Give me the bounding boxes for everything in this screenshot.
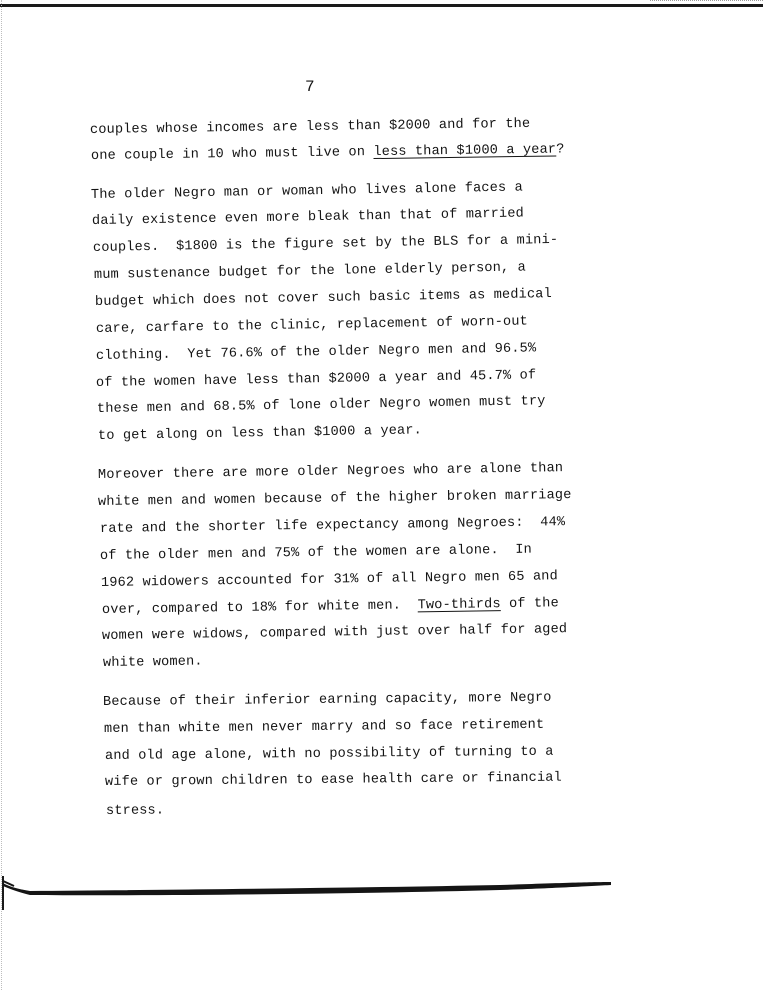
text-segment: men than white men never marry and so face retirement bbox=[103, 717, 545, 737]
text-segment: over, compared to 18% for white men. bbox=[101, 598, 418, 618]
text-line bbox=[100, 514, 565, 539]
text-line bbox=[105, 744, 554, 766]
text-line bbox=[104, 717, 544, 739]
text-segment: of the women have less than $2000 a year and 45.7% of bbox=[95, 368, 537, 391]
text-segment: clothing. Yet 76.6% of the older Negro men and 96.5% bbox=[95, 341, 537, 364]
text-segment: ? bbox=[556, 142, 565, 158]
text-segment: women were widows, compared with just over half for aged bbox=[101, 622, 568, 644]
underlined-text: Two-thirds bbox=[417, 597, 501, 614]
page-number: 7 bbox=[305, 78, 315, 96]
text-line bbox=[100, 542, 532, 566]
text-segment: couples whose incomes are less than $2000 and for the bbox=[89, 116, 531, 138]
text-segment: one couple in 10 who must live on bbox=[90, 145, 374, 164]
text-segment: these men and 68.5% of lone older Negro women must try bbox=[96, 394, 546, 417]
text-line bbox=[96, 313, 528, 339]
text-segment: white men and women because of the higher broken marriage bbox=[97, 487, 572, 510]
text-line bbox=[91, 179, 523, 205]
text-line bbox=[93, 232, 558, 258]
text-segment: mum sustenance budget for the lone elderly person, a bbox=[93, 260, 527, 283]
text-segment: to get along on less than $1000 a year. bbox=[97, 423, 423, 444]
text-segment: The older Negro man or woman who lives alone faces a bbox=[90, 180, 524, 203]
text-segment: daily existence even more bleak than that of married bbox=[91, 206, 525, 229]
bottom-border-rule bbox=[0, 862, 763, 922]
text-line bbox=[102, 621, 567, 646]
text-line bbox=[92, 205, 524, 231]
text-segment: of the older men and 75% of the women are alone. In bbox=[99, 542, 533, 564]
text-line bbox=[91, 141, 565, 166]
text-segment: of the bbox=[500, 596, 559, 613]
text-segment: care, carfare to the clinic, replacement of worn-out bbox=[95, 314, 529, 337]
text-segment: and old age alone, with no possibility of turning to a bbox=[104, 744, 554, 764]
text-line bbox=[102, 595, 559, 620]
text-segment: 1962 widowers accounted for 31% of all Negro men 65 and bbox=[100, 569, 558, 591]
text-line bbox=[90, 116, 531, 140]
text-segment: stress. bbox=[105, 803, 165, 819]
text-segment: budget which does not cover such basic items as medical bbox=[94, 287, 552, 310]
text-segment: rate and the shorter life expectancy among Negroes: 44% bbox=[99, 515, 566, 537]
text-line bbox=[103, 690, 552, 712]
text-line bbox=[98, 487, 572, 512]
text-line bbox=[95, 286, 552, 312]
text-segment: Because of their inferior earning capacity, more Negro bbox=[102, 690, 552, 710]
text-line bbox=[106, 802, 164, 821]
text-line bbox=[96, 367, 537, 393]
underlined-text: less than $1000 a year bbox=[373, 142, 557, 161]
text-line bbox=[98, 422, 422, 446]
text-line bbox=[94, 259, 526, 285]
text-line bbox=[98, 460, 563, 485]
text-line bbox=[97, 393, 546, 419]
text-segment: Moreover there are more older Negroes who are alone than bbox=[97, 461, 564, 483]
text-segment: wife or grown children to ease health care or financial bbox=[104, 770, 562, 790]
text-line bbox=[96, 340, 537, 366]
text-segment: white women. bbox=[102, 654, 203, 671]
text-line bbox=[103, 654, 203, 673]
text-line bbox=[101, 568, 558, 593]
text-segment: couples. $1800 is the figure set by the BLS for a mini- bbox=[92, 232, 559, 256]
text-line bbox=[105, 770, 562, 792]
